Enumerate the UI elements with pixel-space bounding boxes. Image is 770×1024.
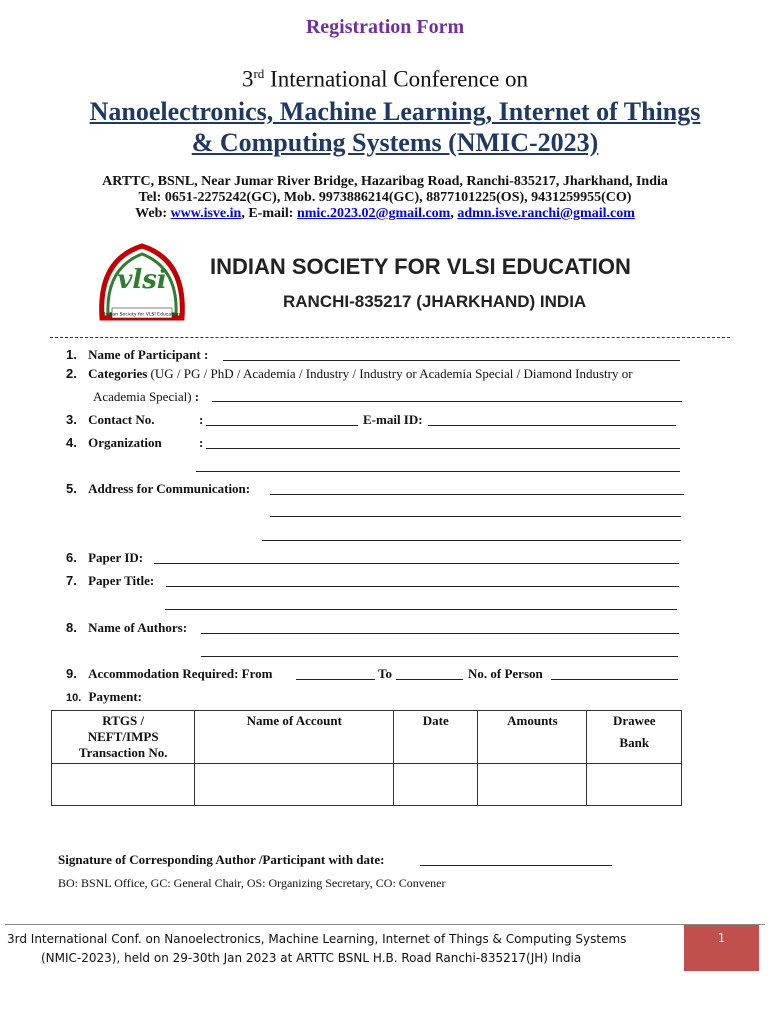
address-line: ARTTC, BSNL, Near Jumar River Bridge, Hazaribag Road, Ranchi-835217, Jharkhand, India: [102, 174, 668, 189]
field-payment: [66, 689, 142, 705]
field-label: Accommodation Required: From: [88, 666, 273, 681]
field-label: Paper ID:: [88, 550, 144, 565]
field-label: Paper Title:: [88, 573, 155, 588]
persons-line[interactable]: [551, 679, 678, 680]
field-number: 10.: [66, 692, 82, 704]
field-address: [66, 481, 250, 497]
form-title: Registration Form: [305, 16, 465, 38]
field-paper-id: [66, 550, 143, 566]
signature-line[interactable]: [420, 865, 612, 866]
categories-line[interactable]: [212, 401, 682, 402]
cell-date[interactable]: [394, 764, 478, 806]
footer-line-2: (NMIC-2023), held on 29-30th Jan 2023 at ARTTC BSNL H.B. Road Ranchi-835217(JH) India: [41, 951, 582, 965]
contact-line[interactable]: [206, 425, 358, 426]
field-number: 6.: [66, 550, 77, 565]
abbreviation-legend: BO: BSNL Office, GC: General Chair, OS: Organizing Secretary, CO: Convener: [58, 876, 446, 890]
footer-line-1: 3rd International Conf. on Nanoelectronics, Machine Learning, Internet of Things & Computing Systems: [7, 932, 627, 946]
cell-account-name[interactable]: [195, 764, 394, 806]
email-id-line[interactable]: [428, 425, 676, 426]
header-date: Date: [394, 711, 478, 764]
conference-text: International Conference on: [264, 66, 529, 92]
header-drawee-bank: Drawee Bank: [587, 711, 682, 764]
cell-amounts[interactable]: [478, 764, 587, 806]
ordinal: 3: [241, 66, 254, 92]
accommodation-to-label: To: [378, 666, 392, 681]
web-link[interactable]: www.isve.in: [170, 206, 242, 221]
email-label: , E-mail:: [241, 206, 297, 221]
field-number: 7.: [66, 573, 77, 588]
field-number: 5.: [66, 481, 77, 496]
main-title-line-1: Nanoelectronics, Machine Learning, Internet of Things: [89, 97, 701, 126]
conference-line: [0, 66, 770, 93]
category-options: (UG / PG / PhD / Academia / Industry / Industry or Academia Special / Diamond Industry or: [147, 366, 633, 381]
field-label: Address for Communication:: [88, 481, 251, 496]
field-number: 2.: [66, 366, 77, 381]
society-name: INDIAN SOCIETY FOR VLSI EDUCATION: [210, 254, 631, 279]
organization-line-1[interactable]: [206, 448, 680, 449]
address-line-1[interactable]: [270, 494, 684, 495]
accommodation-to-line[interactable]: [396, 679, 463, 680]
field-label: Payment:: [88, 689, 142, 704]
participant-name-line[interactable]: [223, 360, 680, 361]
field-label: Name of Participant :: [88, 347, 209, 362]
address-line-3[interactable]: [262, 540, 681, 541]
field-number: 8.: [66, 620, 77, 635]
dashed-divider: [50, 337, 730, 338]
signature-label: Signature of Corresponding Author /Participant with date:: [58, 852, 385, 867]
tel-line: Tel: 0651-2275242(GC), Mob. 9973886214(GC), 8877101225(OS), 9431259955(CO): [138, 190, 632, 205]
field-categories: [66, 366, 633, 382]
organization-line-2[interactable]: [196, 471, 680, 472]
table-row: [52, 764, 682, 806]
persons-label: No. of Person: [468, 666, 543, 681]
paper-id-line[interactable]: [154, 563, 679, 564]
header-amounts: Amounts: [478, 711, 587, 764]
field-contact: [66, 412, 155, 428]
vlsi-logo-icon: [94, 240, 190, 328]
field-number: 4.: [66, 435, 77, 450]
field-label: Name of Authors:: [88, 620, 188, 635]
field-label: Categories: [88, 366, 148, 381]
paper-title-line-1[interactable]: [166, 586, 679, 587]
field-paper-title: [66, 573, 154, 589]
web-line: [0, 206, 770, 222]
category-options-2: Academia Special): [93, 389, 192, 404]
paper-title-line-2[interactable]: [165, 609, 677, 610]
authors-line-2[interactable]: [201, 656, 678, 657]
field-categories-cont: [93, 389, 199, 405]
table-header-row: [52, 711, 682, 764]
accommodation-from-line[interactable]: [296, 679, 375, 680]
authors-line-1[interactable]: [201, 633, 679, 634]
logo-text: vlsi: [117, 265, 167, 295]
field-accommodation: [66, 666, 272, 682]
address-line-2[interactable]: [270, 516, 681, 517]
email-link-1[interactable]: nmic.2023.02@gmail.com: [296, 206, 451, 221]
organization-colon: :: [199, 435, 204, 450]
field-number: 9.: [66, 666, 77, 681]
cell-drawee-bank[interactable]: [587, 764, 682, 806]
field-label: Organization: [88, 435, 162, 450]
footer-text: [7, 930, 626, 968]
logo-caption: Indian Society for VLSI Education: [103, 312, 181, 318]
cell-transaction-no[interactable]: [52, 764, 195, 806]
field-number: 1.: [66, 347, 77, 362]
email-link-2[interactable]: admn.isve.ranchi@gmail.com: [457, 206, 635, 221]
field-number: 3.: [66, 412, 77, 427]
payment-table: [51, 710, 682, 806]
footer-divider: [5, 924, 765, 925]
field-label: Contact No.: [88, 412, 155, 427]
society-location: RANCHI-835217 (JHARKHAND) INDIA: [283, 292, 587, 311]
field-organization: [66, 435, 162, 451]
conference-main-title: [40, 96, 750, 158]
email-sep: ,: [450, 206, 458, 221]
contact-colon: :: [199, 412, 204, 427]
venue-address: [0, 174, 770, 222]
web-label: Web:: [135, 206, 171, 221]
field-colon: :: [191, 389, 200, 404]
email-id-label: E-mail ID:: [363, 412, 423, 427]
header-account-name: Name of Account: [195, 711, 394, 764]
field-authors: [66, 620, 187, 636]
page-number: 1: [684, 925, 759, 971]
main-title-line-2: & Computing Systems (NMIC-2023): [191, 128, 599, 157]
ordinal-suffix: rd: [253, 66, 265, 81]
field-participant-name: [66, 347, 208, 363]
header-transaction-no: RTGS / NEFT/IMPS Transaction No.: [52, 711, 195, 764]
